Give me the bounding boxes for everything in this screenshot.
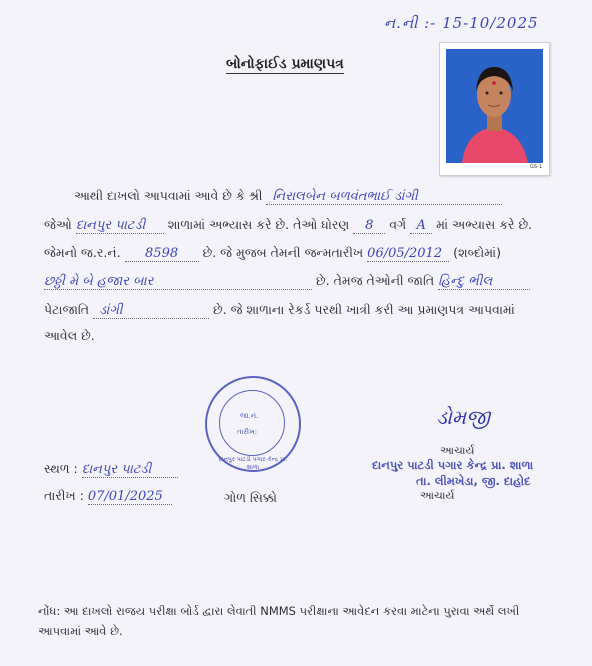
seal-inner-ring	[219, 390, 285, 456]
photo-tag: GS-1	[530, 164, 543, 170]
date-label: તારીખ :	[44, 488, 84, 503]
student-photo	[439, 42, 550, 176]
line5-mid: છે. જે શાળાના રેકર્ડ પરથી ખાત્રી કરી આ પ્રમાણપત્ર આપવામાં	[212, 302, 515, 317]
subcaste-field: ડાંગી	[93, 303, 209, 319]
caste-field: હિન્દુ ભીલ	[438, 274, 530, 290]
line4-mid: છે. તેમજ તેઓની જાતિ	[315, 273, 435, 288]
note-line-1: નોંધ: આ દાખલો રાજય પરીક્ષા બોર્ડ દ્વારા લેવાતી NMMS પરીક્ષાના આવેદન કરવા માટેના પુરાવા અર્થે લખી	[38, 604, 520, 618]
student-name-field: નિરાલબેન બળવંતભાઈ ડાંગી	[266, 189, 502, 205]
line2-mid: શાળામાં અભ્યાસ કરે છે. તેઓ ધોરણ	[167, 217, 350, 232]
standard-field: 8	[353, 218, 385, 234]
body-line-6: આવેલ છે.	[44, 328, 95, 343]
words-label: (શબ્દોમાં)	[453, 245, 501, 260]
body-line-4	[44, 273, 530, 290]
seal-line-2: તારીખ:	[237, 428, 258, 436]
seal-line-1: જા.નં.	[240, 412, 259, 420]
date-value: 07/01/2025	[88, 489, 172, 505]
place-value: દાનપુર પાટડી	[82, 462, 178, 478]
school-stamp-line-1: દાનપુર પાટડી પગાર કેન્દ્ર પ્રા. શાળા	[372, 458, 534, 472]
place-row	[44, 461, 178, 478]
note-line-2: આપવામાં આવે છે.	[38, 624, 123, 638]
line2-prefix: જેઓ	[44, 217, 72, 232]
page-title: બોનોફાઈડ પ્રમાણપત્ર	[226, 56, 344, 72]
seal-label: ગોળ સિક્કો	[224, 490, 278, 505]
school-name-field: દાનપુર પાટડી	[76, 218, 164, 234]
round-seal	[205, 376, 301, 472]
line5-prefix: પેટાજાતિ	[44, 302, 90, 317]
body-line-1	[74, 188, 502, 205]
division-field: A	[410, 218, 432, 234]
place-label: સ્થળ :	[44, 461, 78, 476]
gr-number-field: 8598	[125, 246, 199, 262]
dob-field: 06/05/2012	[367, 246, 449, 262]
body-line-5	[44, 302, 515, 319]
certificate-number: ન.ની :- 15-10/2025	[384, 14, 539, 32]
principal-label-top: આચાર્ય	[440, 444, 475, 457]
principal-signature: ડોમજી	[436, 405, 490, 429]
line3-prefix: જેમનો જ.ર.નં.	[44, 245, 121, 260]
line3-mid: છે. જે મુજબ તેમની જન્મતારીખ	[202, 245, 364, 260]
body-line-2	[44, 217, 532, 234]
seal-ring-text: દાનપુર પાટડી પગાર કેન્દ્ર પ્રા. શાળા	[218, 456, 288, 471]
principal-label-bottom: આચાર્ય	[420, 489, 455, 502]
body-line-3	[44, 245, 501, 262]
school-stamp-line-2: તા. લીમખેડા, જી. દાહોદ	[416, 474, 531, 488]
line1-prefix: આથી દાખલો આપવામાં આવે છે કે શ્રી	[74, 188, 263, 203]
line2-suffix: માં અભ્યાસ કરે છે.	[436, 217, 533, 232]
date-row	[44, 488, 172, 505]
division-label: વર્ગ	[389, 217, 407, 232]
dob-words-field: છઠ્ઠી મે બે હજાર બાર	[44, 274, 312, 290]
student-photo-image	[440, 43, 549, 175]
